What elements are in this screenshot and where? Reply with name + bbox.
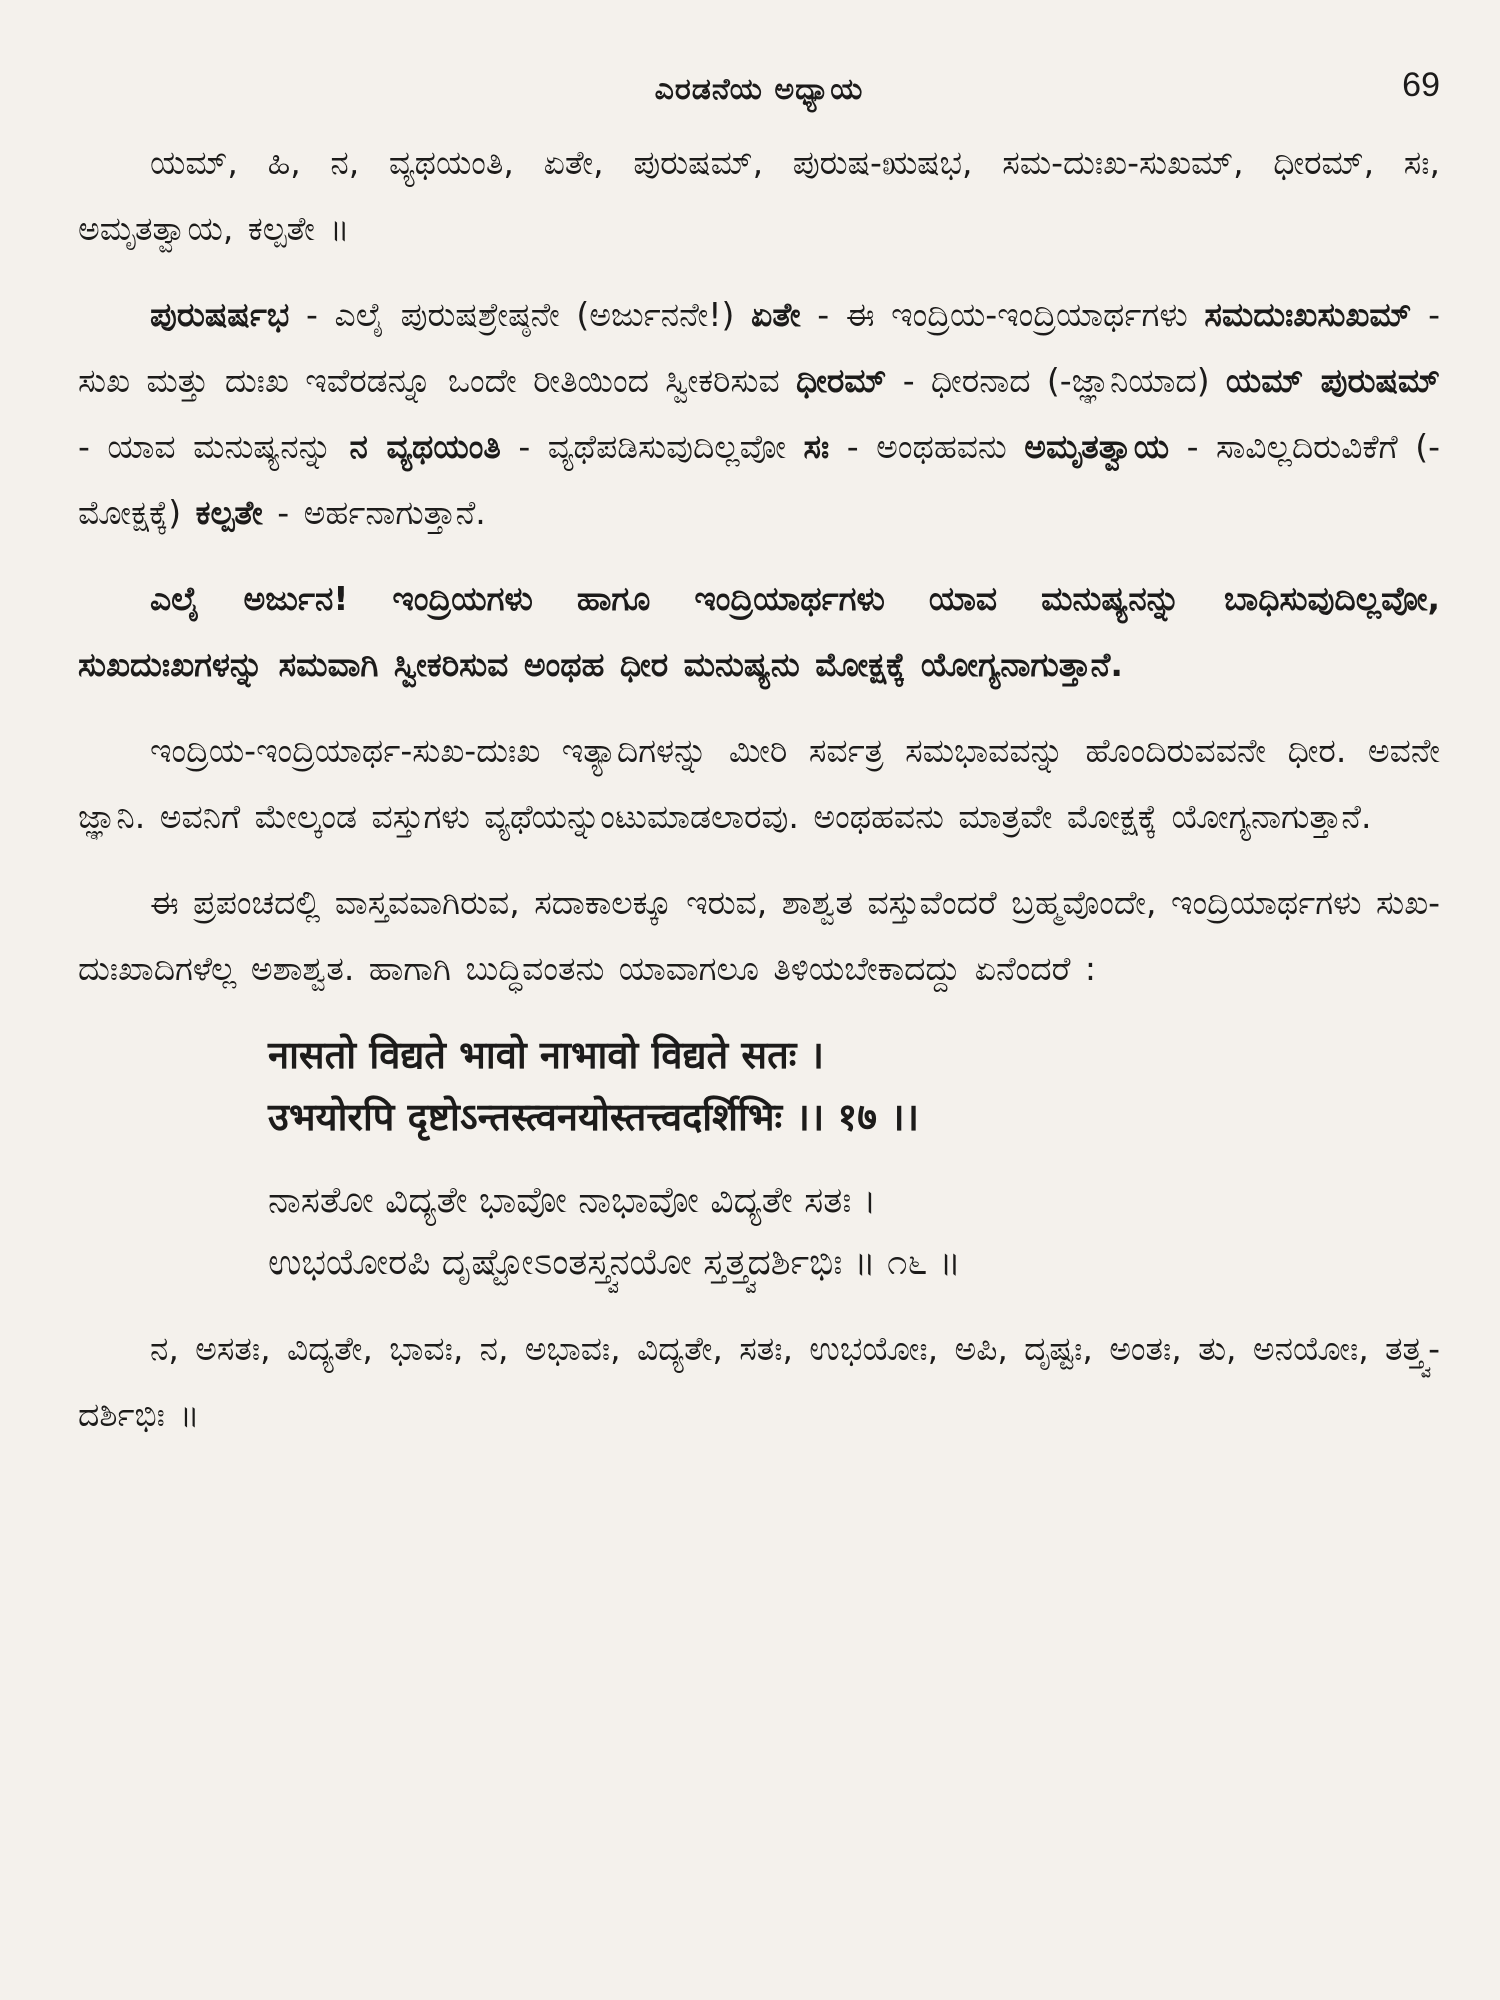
word-split-paragraph: ಯಮ್, ಹಿ, ನ, ವ್ಯಥಯಂತಿ, ಏತೇ, ಪುರುಷಮ್, ಪುರುಷ-ಋಷಭ, ಸಮ-ದುಃಖ-ಸುಖಮ್, ಧೀರಮ್, ಸಃ, ಅಮೃತತ್ವಾಯ, ಕಲ್ಪತೇ ॥	[78, 143, 1440, 248]
commentary-paragraph-2: ಈ ಪ್ರಪಂಚದಲ್ಲಿ ವಾಸ್ತವವಾಗಿರುವ, ಸದಾಕಾಲಕ್ಕೂ ಇರುವ, ಶಾಶ್ವತ ವಸ್ತುವೆಂದರೆ ಬ್ರಹ್ಮವೊಂದೇ, ಇಂದ್ರಿಯಾರ್ಥಗಳು ಸುಖ-ದುಃಖಾದಿಗಳೆಲ್ಲ ಅಶಾಶ್ವತ. ಹಾಗಾಗಿ ಬುದ್ಧಿವಂತನು ಯಾವಾಗಲೂ ತಿಳಿಯಬೇಕಾದದ್ದು ಏನೆಂದರೆ :	[78, 883, 1440, 988]
running-title: ಎರಡನೆಯ ಅಧ್ಯಾಯ	[654, 72, 864, 107]
page-number: 69	[1402, 66, 1440, 104]
verse-line: उभयोरपि दृष्टोऽन्तस्त्वनयोस्तत्त्वदर्शिभिः ।। १७ ।।	[268, 1094, 920, 1139]
meaning-term: ಧೀರಮ್	[796, 361, 887, 400]
word-meaning-paragraph	[78, 282, 1440, 546]
meaning-gloss: - ಧೀರನಾದ (-ಜ್ಞಾನಿಯಾದ)	[886, 361, 1226, 400]
meaning-term: ಅಮೃತತ್ವಾಯ	[1024, 427, 1170, 466]
meaning-gloss: - ವ್ಯಥೆಪಡಿಸುವುದಿಲ್ಲವೋ	[500, 427, 804, 466]
meaning-term: ಪುರುಷರ್ಷಭ	[150, 295, 290, 334]
meaning-term: ಯಮ್ ಪುರುಷಮ್	[1225, 361, 1440, 400]
verse-line: ಉಭಯೋರಪಿ ದೃಷ್ಟೋಽಂತಸ್ತ್ವನಯೋ ಸ್ತತ್ತ್ವದರ್ಶಿಭಿಃ ॥ ೧೬ ॥	[268, 1242, 961, 1283]
meaning-term: ನ ವ್ಯಥಯಂತಿ	[349, 427, 501, 466]
book-page	[78, 60, 1440, 1960]
meaning-gloss: - ಅರ್ಹನಾಗುತ್ತಾನೆ.	[262, 493, 486, 532]
page-header	[78, 60, 1440, 130]
verse-kannada	[268, 1170, 1440, 1294]
meaning-gloss: - ಯಾವ ಮನುಷ್ಯನನ್ನು	[78, 427, 350, 466]
meaning-term: ಕಲ್ಪತೇ	[195, 493, 263, 532]
meaning-gloss: - ಅಂಥಹವನು	[829, 427, 1025, 466]
verse-line: नासतो विद्यते भावो नाभावो विद्यते सतः ।	[268, 1032, 825, 1077]
meaning-term: ಏತೇ	[751, 295, 801, 334]
verse-line: ನಾಸತೋ ವಿದ್ಯತೇ ಭಾವೋ ನಾಭಾವೋ ವಿದ್ಯತೇ ಸತಃ ।	[268, 1180, 877, 1221]
commentary-paragraph-1: ಇಂದ್ರಿಯ-ಇಂದ್ರಿಯಾರ್ಥ-ಸುಖ-ದುಃಖ ಇತ್ಯಾದಿಗಳನ್ನು ಮೀರಿ ಸರ್ವತ್ರ ಸಮಭಾವವನ್ನು ಹೊಂದಿರುವವನೇ ಧೀರ. ಅವನೇ ಜ್ಞಾನಿ. ಅವನಿಗೆ ಮೇಲ್ಕಂಡ ವಸ್ತುಗಳು ವ್ಯಥೆಯನ್ನುಂಟುಮಾಡಲಾರವು. ಅಂಥಹವನು ಮಾತ್ರವೇ ಮೋಕ್ಷಕ್ಕೆ ಯೋಗ್ಯನಾಗುತ್ತಾನೆ.	[78, 731, 1440, 836]
word-split-paragraph-2: ನ, ಅಸತಃ, ವಿದ್ಯತೇ, ಭಾವಃ, ನ, ಅಭಾವಃ, ವಿದ್ಯತೇ, ಸತಃ, ಉಭಯೋಃ, ಅಪಿ, ದೃಷ್ಟಃ, ಅಂತಃ, ತು, ಅನಯೋಃ, ತತ್ತ್ವ-ದರ್ಶಿಭಿಃ ॥	[78, 1329, 1440, 1434]
meaning-term: ಸಃ	[803, 427, 830, 466]
meaning-gloss: - ಸಾವಿಲ್ಲದಿರುವಿಕೆಗೆ (-ಮೋಕ್ಷಕ್ಕೆ)	[78, 427, 1441, 532]
meaning-gloss: - ಸುಖ ಮತ್ತು ದುಃಖ ಇವೆರಡನ್ನೂ ಒಂದೇ ರೀತಿಯಿಂದ ಸ್ವೀಕರಿಸುವ	[78, 295, 1441, 400]
translation-paragraph: ಎಲೈ ಅರ್ಜುನ! ಇಂದ್ರಿಯಗಳು ಹಾಗೂ ಇಂದ್ರಿಯಾರ್ಥಗಳು ಯಾವ ಮನುಷ್ಯನನ್ನು ಬಾಧಿಸುವುದಿಲ್ಲವೋ, ಸುಖದುಃಖಗಳನ್ನು ಸಮವಾಗಿ ಸ್ವೀಕರಿಸುವ ಅಂಥಹ ಧೀರ ಮನುಷ್ಯನು ಮೋಕ್ಷಕ್ಕೆ ಯೋಗ್ಯನಾಗುತ್ತಾನೆ.	[78, 579, 1440, 684]
verse-devanagari	[268, 1024, 1440, 1148]
meaning-gloss: - ಎಲೈ ಪುರುಷಶ್ರೇಷ್ಠನೇ (ಅರ್ಜುನನೇ!)	[289, 295, 752, 334]
meaning-term: ಸಮದುಃಖಸುಖಮ್	[1204, 295, 1412, 334]
meaning-gloss: - ಈ ಇಂದ್ರಿಯ-ಇಂದ್ರಿಯಾರ್ಥಗಳು	[800, 295, 1205, 334]
